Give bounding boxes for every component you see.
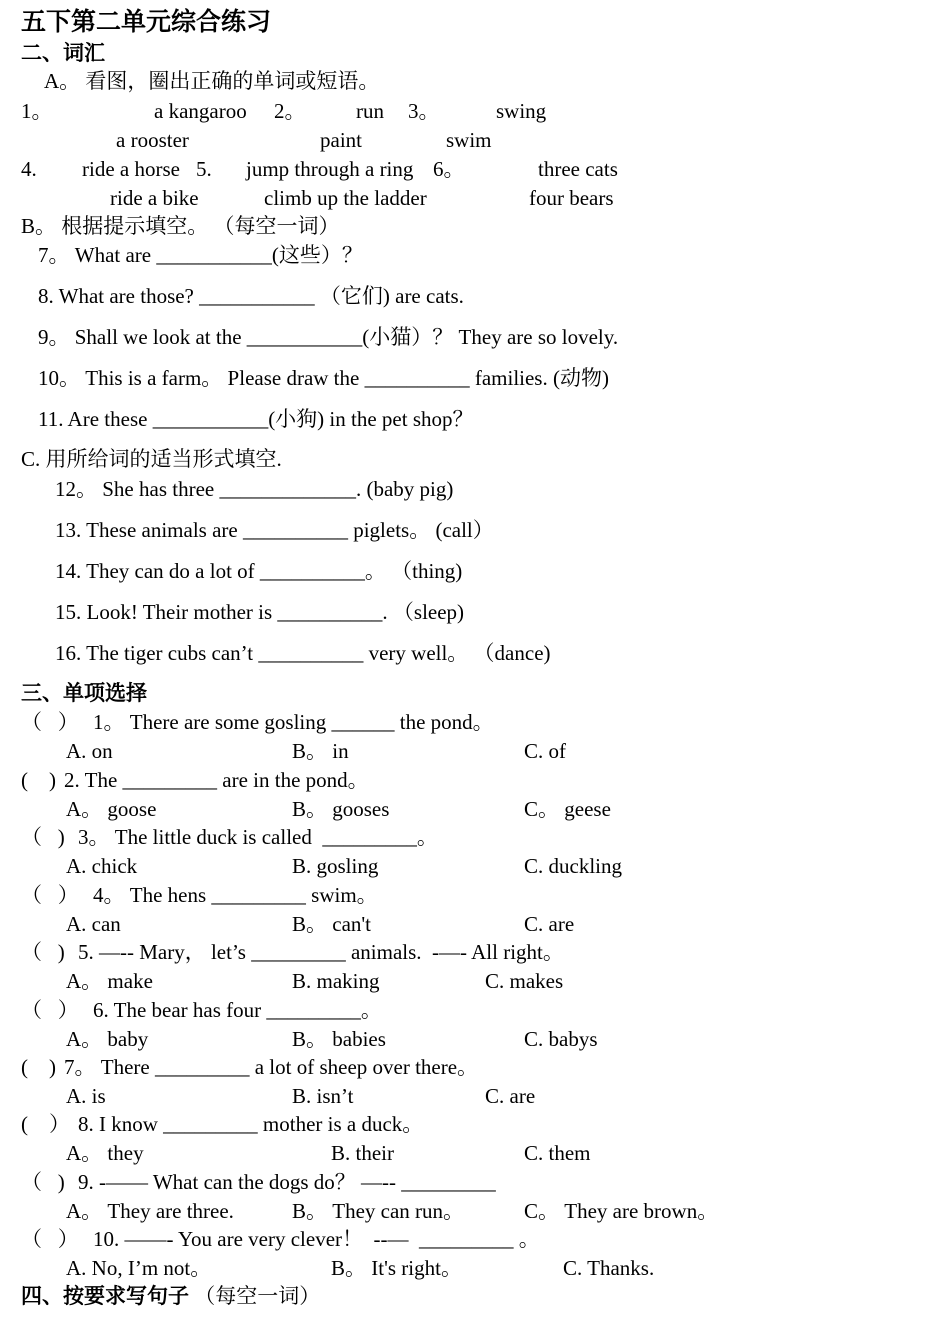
answer-parenthesis: （ ） (21, 883, 79, 907)
answer-parenthesis: （ ） (21, 710, 79, 734)
section-heading-sentences (21, 1283, 320, 1309)
choice-c: C. of (524, 739, 566, 763)
item-number: 6。 (433, 157, 465, 181)
question-stem: 8. I know _________ mother is a duck。 (78, 1112, 424, 1136)
option-text: climb up the ladder (264, 186, 427, 210)
choice-c: C. duckling (524, 854, 622, 878)
option-text: jump through a ring (246, 157, 414, 181)
section-heading-multiple-choice: 三、单项选择 (21, 681, 147, 705)
question-stem: 4。 The hens _________ swim。 (93, 883, 378, 907)
question-stem: 9. -—— What can the dogs do？ —-- _________ (78, 1170, 496, 1194)
item-number: 3。 (408, 99, 440, 123)
question-stem: 10. ——- You are very clever！ --— _________ 。 (93, 1227, 540, 1251)
question-text: 8. What are those? ___________ （它们) are cats. (38, 284, 464, 308)
choice-b: B. making (292, 969, 380, 993)
answer-parenthesis: （ ) (21, 825, 65, 849)
question-text: 16. The tiger cubs can’t __________ very well。 （dance) (55, 641, 551, 665)
part-b-instruction: B。 根据提示填空。 （每空一词） (21, 214, 340, 238)
question-stem: 6. The bear has four _________。 (93, 998, 382, 1022)
question-text: 13. These animals are __________ piglets。 (call） (55, 518, 494, 542)
choice-a: A。 make (66, 969, 153, 993)
answer-parenthesis: （ ) (21, 1170, 65, 1194)
choice-a: A。 goose (66, 797, 157, 821)
choice-b: B。 They can run。 (292, 1199, 465, 1223)
question-text: 15. Look! Their mother is __________. （sleep) (55, 600, 465, 624)
question-text: 7。 What are ___________(这些）？ (38, 243, 363, 267)
section-heading-label: 四、按要求写句子 (21, 1284, 189, 1308)
part-c-instruction: C. 用所给词的适当形式填空. (21, 447, 282, 471)
option-text: a kangaroo (154, 99, 247, 123)
choice-a: A。 baby (66, 1027, 149, 1051)
choice-a: A。 They are three. (66, 1199, 234, 1223)
question-stem: 7。 There _________ a lot of sheep over there。 (64, 1055, 479, 1079)
question-text: 12。 She has three _____________. (baby pig) (55, 477, 454, 501)
choice-a: A. on (66, 739, 113, 763)
option-text: ride a bike (110, 186, 199, 210)
choice-c: C. them (524, 1141, 591, 1165)
option-text: ride a horse (82, 157, 180, 181)
item-number: 1。 (21, 99, 53, 123)
answer-parenthesis: （ ) (21, 940, 65, 964)
choice-c: C。 They are brown。 (524, 1199, 719, 1223)
choice-b: B. isn’t (292, 1084, 354, 1108)
option-text: swim (446, 128, 492, 152)
question-text: 14. They can do a lot of __________。 （thing) (55, 559, 463, 583)
page-title: 五下第二单元综合练习 (21, 9, 272, 36)
section-heading-vocabulary: 二、词汇 (21, 41, 105, 65)
choice-a: A. can (66, 912, 121, 936)
choice-b: B。 can't (292, 912, 372, 936)
question-stem: 1。 There are some gosling ______ the pond。 (93, 710, 494, 734)
option-text: four bears (529, 186, 614, 210)
question-text: 10。 This is a farm。 Please draw the __________ families. (动物) (38, 366, 609, 390)
option-text: paint (320, 128, 362, 152)
option-text: a rooster (116, 128, 189, 152)
choice-b: B。 babies (292, 1027, 386, 1051)
choice-c: C. are (524, 912, 575, 936)
choice-a: A。 they (66, 1141, 144, 1165)
choice-b: B。 in (292, 739, 349, 763)
choice-c: C. makes (485, 969, 564, 993)
option-text: three cats (538, 157, 618, 181)
section-heading-note: （每空一词） (194, 1284, 321, 1308)
answer-parenthesis: （ ） (21, 998, 79, 1022)
part-a-instruction: A。 看图，圈出正确的单词或短语。 (44, 69, 380, 93)
item-number: 5. (196, 157, 212, 181)
answer-parenthesis: ( ) (21, 768, 56, 792)
choice-a: A. is (66, 1084, 106, 1108)
item-number: 2。 (274, 99, 306, 123)
question-stem: 3。 The little duck is called _________。 (78, 825, 438, 849)
answer-parenthesis: ( ) (21, 1055, 56, 1079)
choice-b: B。 gooses (292, 797, 390, 821)
choice-c: C. are (485, 1084, 536, 1108)
question-stem: 5. —-- Mary， let’s _________ animals. -—- All right。 (78, 940, 564, 964)
question-text: 9。 Shall we look at the ___________(小猫）？ They are so lovely. (38, 325, 619, 349)
choice-c: C. Thanks. (563, 1256, 655, 1280)
answer-parenthesis: ( ） (21, 1112, 70, 1136)
question-text: 11. Are these ___________(小狗) in the pet shop？ (38, 407, 474, 431)
choice-b: B. gosling (292, 854, 379, 878)
choice-a: A. No, I’m not。 (66, 1256, 212, 1280)
option-text: run (356, 99, 384, 123)
choice-a: A. chick (66, 854, 138, 878)
choice-b: B。 It's right。 (331, 1256, 462, 1280)
choice-c: C。 geese (524, 797, 611, 821)
choice-c: C. babys (524, 1027, 598, 1051)
item-number: 4. (21, 157, 37, 181)
question-stem: 2. The _________ are in the pond。 (64, 768, 369, 792)
choice-b: B. their (331, 1141, 394, 1165)
answer-parenthesis: （ ） (21, 1227, 79, 1251)
option-text: swing (496, 99, 547, 123)
